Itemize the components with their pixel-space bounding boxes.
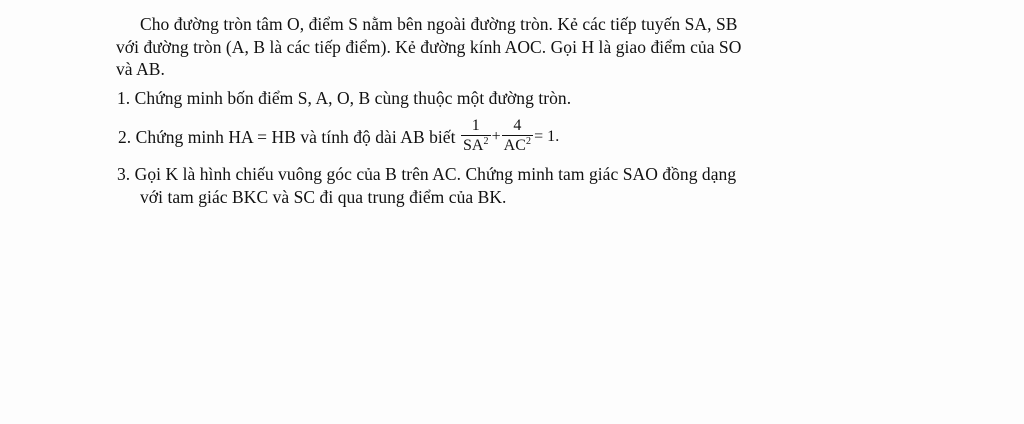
question-1: 1. Chứng minh bốn điểm S, A, O, B cùng thuộc một đường tròn. [117,88,572,108]
question-2-text: 2. Chứng minh HA = HB và tính độ dài AB biết [118,127,456,147]
plus-sign: + [491,127,501,145]
fraction-1-exponent: 2 [483,136,489,148]
equals-one: = 1. [534,127,560,145]
fraction-1-denominator [461,136,491,156]
fraction-2-denominator [502,136,533,156]
fraction-2 [502,117,533,156]
fraction-1 [461,117,491,156]
fraction-2-exponent: 2 [526,136,532,148]
question-3-line-1: 3. Gọi K là hình chiếu vuông góc của B trên AC. Chứng minh tam giác SAO đồng dạng [117,164,737,184]
question-3-line-2: với tam giác BKC và SC đi qua trung điểm của BK. [140,187,507,207]
question-2 [118,117,559,159]
fraction-2-den-base: AC [503,137,526,155]
intro-line-3: và AB. [116,59,165,79]
fraction-1-numerator: 1 [461,117,491,136]
intro-line-2: với đường tròn (A, B là các tiếp điểm). Kẻ đường kính AOC. Gọi H là giao điểm của SO [116,37,742,57]
fraction-2-numerator: 4 [502,117,533,136]
intro-line-1: Cho đường tròn tâm O, điểm S nằm bên ngoài đường tròn. Kẻ các tiếp tuyến SA, SB [140,14,738,34]
fraction-1-den-base: SA [462,137,484,155]
